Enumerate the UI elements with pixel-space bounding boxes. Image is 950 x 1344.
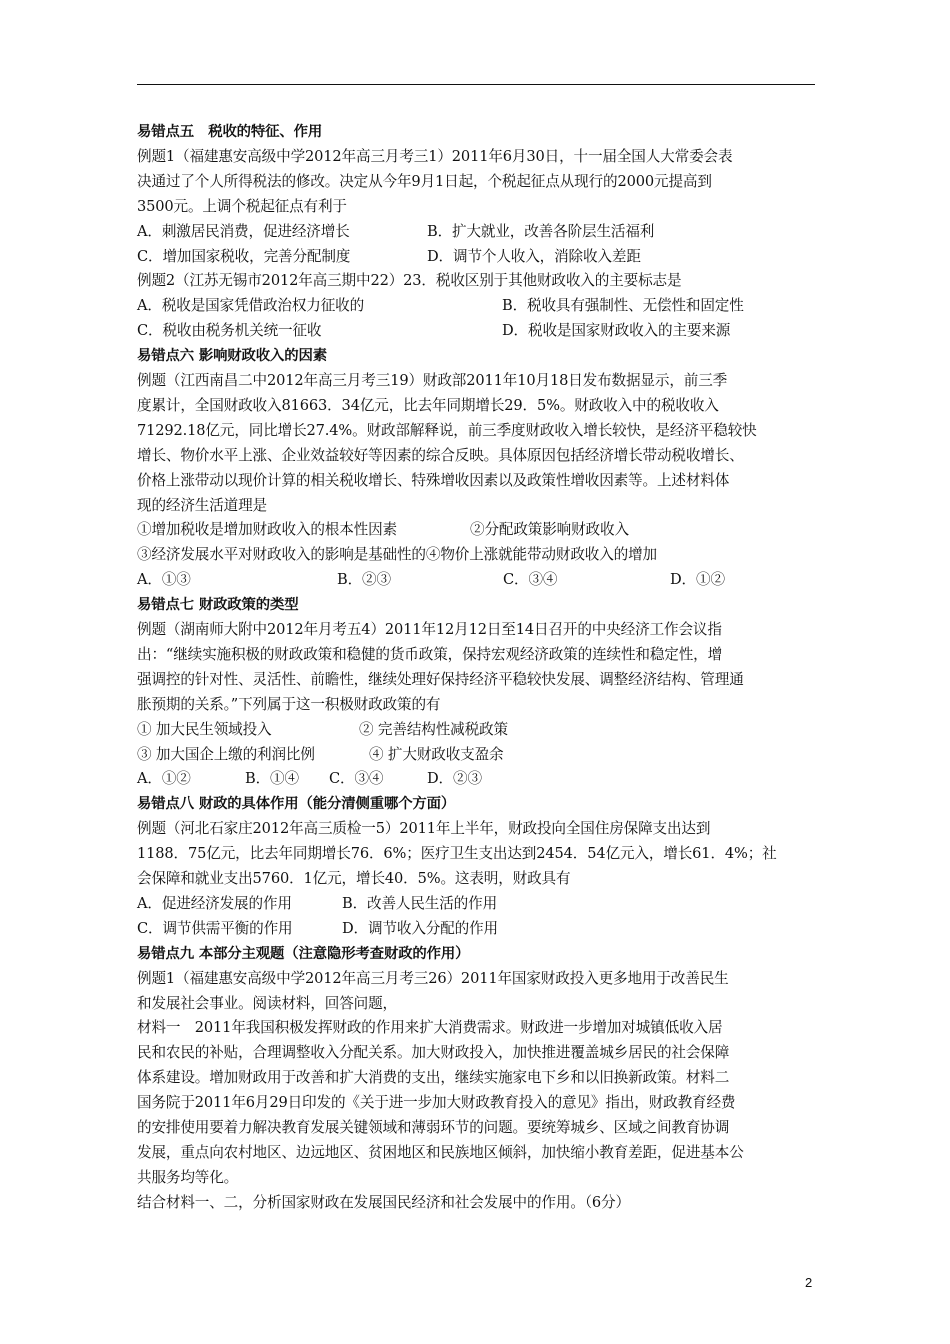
text-line: C．增加国家税收，完善分配制度	[137, 248, 351, 265]
text-line: 例题（河北石家庄2012年高三质检一5）2011年上半年，财政投向全国住房保障支出达到	[137, 820, 711, 837]
option-text: B．扩大就业，改善各阶层生活福利	[427, 223, 655, 240]
text-line: 出：“继续实施积极的财政政策和稳健的货币政策，保持宏观经济政策的连续性和稳定性，增	[137, 646, 723, 663]
text-line: 71292.18亿元，同比增长27.4%。财政部解释说，前三季度财政收入增长较快，是经济平稳较快	[137, 422, 757, 439]
text-line: A．税收是国家凭借政治权力征收的	[137, 297, 365, 314]
option-text: D．税收是国家财政收入的主要来源	[502, 322, 731, 339]
text-line: A．刺激居民消费，促进经济增长	[137, 223, 350, 240]
section-heading: 易错点七 财政政策的类型	[137, 597, 299, 613]
text-line: ③经济发展水平对财政收入的影响是基础性的④物价上涨就能带动财政收入的增加	[137, 546, 657, 563]
text-line: 和发展社会事业。阅读材料，回答问题，	[137, 995, 397, 1012]
text-line: A．①②	[137, 770, 191, 787]
option-text: ④ 扩大财政收支盈余	[369, 746, 504, 763]
text-line: 现的经济生活道理是	[137, 497, 267, 514]
option-text: C．③④	[329, 770, 384, 787]
section-heading: 易错点六 影响财政收入的因素	[137, 348, 327, 364]
option-text: ② 完善结构性减税政策	[359, 721, 508, 738]
text-line: 决通过了个人所得税法的修改。决定从今年9月1日起，个税起征点从现行的2000元提高到	[137, 173, 712, 190]
option-text: C．③④	[503, 571, 558, 588]
option-text: D．②③	[427, 770, 482, 787]
text-line: C．调节供需平衡的作用	[137, 920, 293, 937]
option-text: ②分配政策影响财政收入	[470, 521, 629, 538]
text-line: A．促进经济发展的作用	[137, 895, 292, 912]
section-heading: 易错点五 税收的特征、作用	[137, 124, 323, 140]
text-line: 强调控的针对性、灵活性、前瞻性，继续处理好保持经济平稳较快发展、调整经济结构、管理通	[137, 671, 744, 688]
option-text: D．调节个人收入，消除收入差距	[427, 248, 641, 265]
text-line: 增长、物价水平上涨、企业效益较好等因素的综合反映。具体原因包括经济增长带动税收增长、	[137, 447, 744, 464]
text-line: 胀预期的关系。”下列属于这一积极财政政策的有	[137, 696, 441, 713]
text-line: C．税收由税务机关统一征收	[137, 322, 322, 339]
option-text: B．改善人民生活的作用	[342, 895, 498, 912]
text-line: 价格上涨带动以现价计算的相关税收增长、特殊增收因素以及政策性增收因素等。上述材料体	[137, 472, 730, 489]
text-line: 例题1（福建惠安高级中学2012年高三月考三1）2011年6月30日，十一届全国人大常委会表	[137, 148, 733, 165]
text-line: ③ 加大国企上缴的利润比例	[137, 746, 315, 763]
text-line: 会保障和就业支出5760．1亿元，增长40．5%。这表明，财政具有	[137, 870, 571, 887]
text-line: 例题1（福建惠安高级中学2012年高三月考三26）2011年国家财政投入更多地用于改善民生	[137, 970, 729, 987]
text-line: 的安排使用要着力解决教育发展关键领域和薄弱环节的问题。要统筹城乡、区域之间教育协调	[137, 1119, 730, 1136]
option-text: B．税收具有强制性、无偿性和固定性	[502, 297, 744, 314]
text-line: 度累计，全国财政收入81663．34亿元，比去年同期增长29．5%。财政收入中的税收收入	[137, 397, 719, 414]
text-line: 1188．75亿元，比去年同期增长76．6%；医疗卫生支出达到2454．54亿元入，增长61．4%；社	[137, 845, 777, 862]
section-heading: 易错点九 本部分主观题（注意隐形考查财政的作用）	[137, 946, 470, 962]
text-line: 共服务均等化。	[137, 1169, 239, 1186]
page-number: 2	[805, 1275, 813, 1290]
option-text: B．①④	[245, 770, 299, 787]
text-line: 结合材料一、二，分析国家财政在发展国民经济和社会发展中的作用。（6分）	[137, 1194, 630, 1211]
option-text: D．①②	[670, 571, 725, 588]
text-line: 民和农民的补贴，合理调整收入分配关系。加大财政投入，加快推进覆盖城乡居民的社会保障	[137, 1044, 730, 1061]
text-line: 例题（江西南昌二中2012年高三月考三19）财政部2011年10月18日发布数据显示，前三季	[137, 372, 728, 389]
text-line: 例题（湖南师大附中2012年月考五4）2011年12月12日至14日召开的中央经济工作会议指	[137, 621, 722, 638]
text-line: ① 加大民生领域投入	[137, 721, 272, 738]
text-line: 体系建设。增加财政用于改善和扩大消费的支出，继续实施家电下乡和以旧换新政策。材料二	[137, 1069, 730, 1086]
text-line: ①增加税收是增加财政收入的根本性因素	[137, 521, 397, 538]
text-line: 材料一 2011年我国积极发挥财政的作用来扩大消费需求。财政进一步增加对城镇低收入居	[137, 1019, 723, 1036]
text-line: 例题2（江苏无锡市2012年高三期中22）23．税收区别于其他财政收入的主要标志是	[137, 272, 682, 289]
section-heading: 易错点八 财政的具体作用（能分清侧重哪个方面）	[137, 796, 456, 812]
text-line: 发展，重点向农村地区、边远地区、贫困地区和民族地区倾斜，加快缩小教育差距，促进基本公	[137, 1144, 744, 1161]
option-text: D．调节收入分配的作用	[342, 920, 498, 937]
header-rule	[137, 84, 815, 85]
text-line: 国务院于2011年6月29日印发的《关于进一步加大财政教育投入的意见》指出，财政教育经费	[137, 1094, 736, 1111]
text-line: A．①③	[137, 571, 191, 588]
option-text: B．②③	[337, 571, 391, 588]
text-line: 3500元。上调个税起征点有利于	[137, 198, 347, 215]
